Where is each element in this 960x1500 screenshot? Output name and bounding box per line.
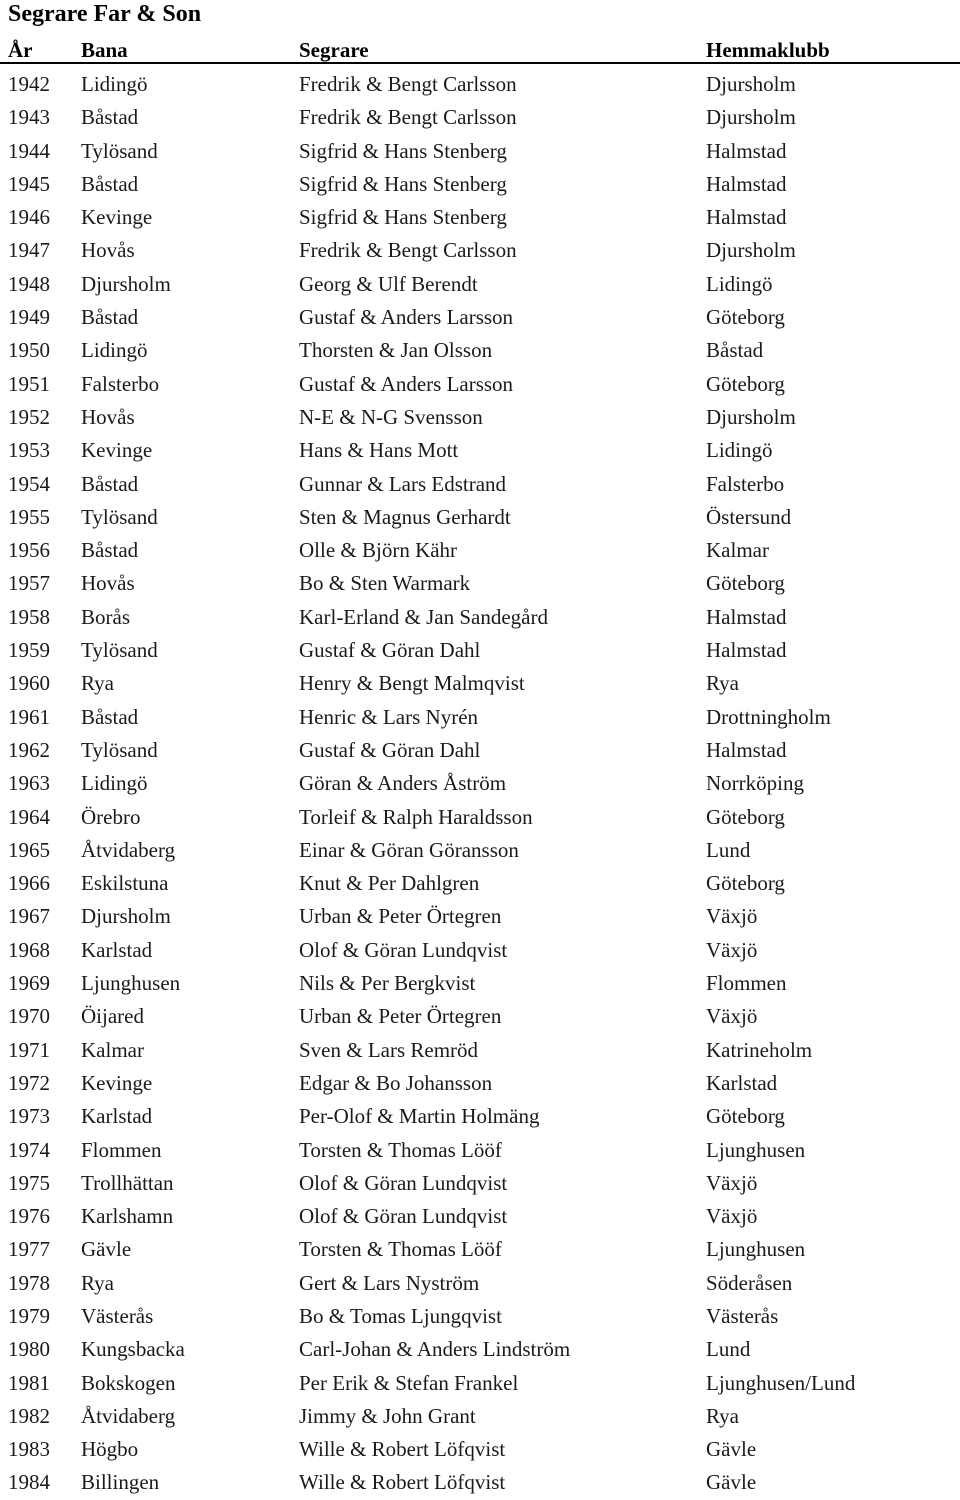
cell-club: Katrineholm [706, 1037, 813, 1062]
cell-winners: Edgar & Bo Johansson [299, 1070, 493, 1095]
table-row [0, 767, 960, 800]
cell-club: Göteborg [706, 371, 785, 396]
cell-course: Båstad [81, 171, 139, 196]
table-row [0, 1167, 960, 1200]
cell-year: 1957 [8, 571, 50, 596]
cell-winners: Gustaf & Anders Larsson [299, 305, 514, 330]
column-header-year: År [8, 38, 33, 62]
cell-course: Åtvidaberg [81, 1403, 176, 1428]
cell-winners: Wille & Robert Löfqvist [299, 1437, 506, 1462]
cell-year: 1967 [8, 904, 50, 929]
cell-course: Hovås [81, 238, 135, 263]
cell-course: Falsterbo [81, 371, 160, 396]
cell-winners: Knut & Per Dahlgren [299, 871, 480, 896]
cell-year: 1984 [8, 1470, 50, 1495]
cell-winners: Torsten & Thomas Lööf [299, 1137, 502, 1162]
cell-year: 1946 [8, 205, 50, 230]
cell-course: Tylösand [81, 638, 158, 663]
cell-club: Halmstad [706, 171, 787, 196]
cell-club: Ljunghusen/Lund [706, 1370, 856, 1395]
cell-year: 1956 [8, 538, 50, 563]
cell-club: Gävle [706, 1437, 757, 1462]
cell-winners: Hans & Hans Mott [299, 438, 459, 463]
cell-course: Öijared [81, 1004, 144, 1029]
cell-club: Drottningholm [706, 704, 831, 729]
table-row [0, 1100, 960, 1133]
cell-winners: Henry & Bengt Malmqvist [299, 671, 525, 696]
cell-club: Växjö [706, 1004, 758, 1029]
cell-club: Halmstad [706, 638, 787, 663]
cell-winners: Karl-Erland & Jan Sandegård [299, 604, 548, 629]
table-row [0, 101, 960, 134]
cell-club: Djursholm [706, 105, 796, 130]
cell-course: Ljunghusen [81, 971, 181, 996]
table-row [0, 268, 960, 301]
cell-winners: Göran & Anders Åström [299, 771, 507, 796]
cell-year: 1942 [8, 72, 50, 96]
cell-club: Lidingö [706, 438, 773, 463]
table-row [0, 601, 960, 634]
column-header-course: Bana [81, 38, 128, 62]
table-row [0, 734, 960, 767]
table-row [0, 634, 960, 667]
cell-year: 1983 [8, 1437, 50, 1462]
cell-winners: Nils & Per Bergkvist [299, 971, 476, 996]
cell-winners: Gert & Lars Nyström [299, 1270, 480, 1295]
cell-year: 1948 [8, 271, 50, 296]
cell-winners: N-E & N-G Svensson [299, 404, 483, 429]
cell-winners: Gustaf & Göran Dahl [299, 737, 481, 762]
cell-club: Växjö [706, 1170, 758, 1195]
cell-year: 1959 [8, 638, 50, 663]
cell-course: Båstad [81, 704, 139, 729]
cell-winners: Olof & Göran Lundqvist [299, 1170, 508, 1195]
table-row [0, 567, 960, 600]
cell-course: Karlstad [81, 937, 153, 962]
cell-course: Kevinge [81, 438, 153, 463]
table-row [0, 1300, 960, 1333]
cell-club: Gävle [706, 1470, 757, 1495]
cell-winners: Sven & Lars Remröd [299, 1037, 479, 1062]
cell-course: Båstad [81, 538, 139, 563]
cell-club: Göteborg [706, 571, 785, 596]
cell-year: 1944 [8, 138, 50, 163]
table-row [0, 867, 960, 900]
table-row [0, 168, 960, 201]
table-row [0, 667, 960, 700]
cell-course: Borås [81, 604, 130, 629]
cell-course: Västerås [81, 1303, 154, 1328]
cell-club: Karlstad [706, 1070, 778, 1095]
cell-year: 1950 [8, 338, 50, 363]
table-row [0, 135, 960, 168]
cell-winners: Olof & Göran Lundqvist [299, 937, 508, 962]
cell-course: Tylösand [81, 138, 158, 163]
cell-winners: Gustaf & Anders Larsson [299, 371, 514, 396]
cell-year: 1980 [8, 1337, 50, 1362]
table-row [0, 1367, 960, 1400]
cell-year: 1978 [8, 1270, 50, 1295]
cell-club: Göteborg [706, 804, 785, 829]
cell-club: Lund [706, 837, 751, 862]
cell-course: Båstad [81, 305, 139, 330]
winners-table-body [0, 68, 960, 1500]
table-row [0, 801, 960, 834]
cell-course: Åtvidaberg [81, 837, 176, 862]
cell-course: Kungsbacka [81, 1337, 185, 1362]
cell-club: Djursholm [706, 72, 796, 96]
cell-year: 1945 [8, 171, 50, 196]
cell-winners: Olof & Göran Lundqvist [299, 1204, 508, 1229]
cell-course: Rya [81, 1270, 114, 1295]
cell-winners: Jimmy & John Grant [299, 1403, 476, 1428]
cell-course: Hovås [81, 571, 135, 596]
cell-course: Trollhättan [81, 1170, 174, 1195]
table-row [0, 1433, 960, 1466]
column-header-winners: Segrare [299, 38, 369, 62]
cell-winners: Sigfrid & Hans Stenberg [299, 171, 507, 196]
cell-winners: Einar & Göran Göransson [299, 837, 519, 862]
cell-club: Halmstad [706, 604, 787, 629]
cell-winners: Fredrik & Bengt Carlsson [299, 72, 517, 96]
table-row [0, 900, 960, 933]
cell-year: 1973 [8, 1104, 50, 1129]
cell-course: Billingen [81, 1470, 160, 1495]
cell-course: Flommen [81, 1137, 162, 1162]
cell-year: 1952 [8, 404, 50, 429]
cell-year: 1965 [8, 837, 50, 862]
cell-winners: Gustaf & Göran Dahl [299, 638, 481, 663]
cell-year: 1951 [8, 371, 50, 396]
cell-year: 1962 [8, 737, 50, 762]
cell-year: 1974 [8, 1137, 50, 1162]
cell-course: Örebro [81, 804, 141, 829]
cell-club: Västerås [706, 1303, 779, 1328]
table-row [0, 68, 960, 101]
cell-course: Hovås [81, 404, 135, 429]
cell-club: Halmstad [706, 205, 787, 230]
table-row [0, 334, 960, 367]
cell-club: Flommen [706, 971, 787, 996]
table-row [0, 1233, 960, 1266]
cell-year: 1968 [8, 937, 50, 962]
cell-club: Båstad [706, 338, 764, 363]
cell-winners: Sten & Magnus Gerhardt [299, 504, 511, 529]
cell-winners: Per Erik & Stefan Frankel [299, 1370, 519, 1395]
cell-year: 1970 [8, 1004, 50, 1029]
table-row [0, 1067, 960, 1100]
cell-year: 1976 [8, 1204, 50, 1229]
cell-club: Kalmar [706, 538, 769, 563]
table-row [0, 301, 960, 334]
table-row [0, 368, 960, 401]
cell-year: 1949 [8, 305, 50, 330]
cell-winners: Urban & Peter Örtegren [299, 1004, 502, 1029]
cell-club: Göteborg [706, 1104, 785, 1129]
cell-winners: Torleif & Ralph Haraldsson [299, 804, 533, 829]
cell-club: Djursholm [706, 404, 796, 429]
table-row [0, 701, 960, 734]
table-row [0, 234, 960, 267]
cell-club: Växjö [706, 937, 758, 962]
cell-course: Tylösand [81, 504, 158, 529]
cell-year: 1966 [8, 871, 50, 896]
cell-year: 1960 [8, 671, 50, 696]
table-row [0, 468, 960, 501]
cell-course: Båstad [81, 105, 139, 130]
cell-club: Ljunghusen [706, 1237, 806, 1262]
cell-year: 1969 [8, 971, 50, 996]
cell-year: 1977 [8, 1237, 50, 1262]
cell-course: Eskilstuna [81, 871, 169, 896]
table-row [0, 201, 960, 234]
cell-course: Karlstad [81, 1104, 153, 1129]
cell-club: Norrköping [706, 771, 804, 796]
column-header-club: Hemmaklubb [706, 38, 830, 62]
cell-year: 1963 [8, 771, 50, 796]
cell-course: Tylösand [81, 737, 158, 762]
cell-year: 1953 [8, 438, 50, 463]
cell-winners: Urban & Peter Örtegren [299, 904, 502, 929]
cell-club: Rya [706, 1403, 739, 1428]
cell-winners: Fredrik & Bengt Carlsson [299, 238, 517, 263]
cell-year: 1972 [8, 1070, 50, 1095]
cell-year: 1954 [8, 471, 50, 496]
table-row [0, 401, 960, 434]
cell-club: Halmstad [706, 138, 787, 163]
cell-winners: Bo & Tomas Ljungqvist [299, 1303, 502, 1328]
cell-course: Kalmar [81, 1037, 144, 1062]
cell-club: Lund [706, 1337, 751, 1362]
cell-club: Söderåsen [706, 1270, 793, 1295]
cell-winners: Sigfrid & Hans Stenberg [299, 138, 507, 163]
table-row [0, 967, 960, 1000]
cell-course: Karlshamn [81, 1204, 174, 1229]
cell-winners: Henric & Lars Nyrén [299, 704, 479, 729]
cell-year: 1955 [8, 504, 50, 529]
cell-course: Högbo [81, 1437, 139, 1462]
cell-course: Båstad [81, 471, 139, 496]
cell-club: Göteborg [706, 305, 785, 330]
cell-winners: Olle & Björn Kähr [299, 538, 458, 563]
cell-winners: Thorsten & Jan Olsson [299, 338, 493, 363]
table-row [0, 1000, 960, 1033]
cell-year: 1964 [8, 804, 50, 829]
cell-winners: Per-Olof & Martin Holmäng [299, 1104, 540, 1129]
table-row [0, 501, 960, 534]
table-row [0, 934, 960, 967]
cell-year: 1958 [8, 604, 50, 629]
cell-winners: Bo & Sten Warmark [299, 571, 471, 596]
cell-club: Halmstad [706, 737, 787, 762]
cell-course: Djursholm [81, 904, 171, 929]
cell-club: Växjö [706, 904, 758, 929]
cell-winners: Wille & Robert Löfqvist [299, 1470, 506, 1495]
cell-year: 1979 [8, 1303, 50, 1328]
cell-club: Ljunghusen [706, 1137, 806, 1162]
table-row [0, 1400, 960, 1433]
cell-course: Lidingö [81, 72, 148, 96]
cell-winners: Fredrik & Bengt Carlsson [299, 105, 517, 130]
cell-course: Gävle [81, 1237, 132, 1262]
cell-course: Bokskogen [81, 1370, 176, 1395]
table-row [0, 1466, 960, 1499]
table-row [0, 534, 960, 567]
table-row [0, 834, 960, 867]
table-row [0, 1200, 960, 1233]
table-row [0, 1333, 960, 1366]
cell-club: Göteborg [706, 871, 785, 896]
cell-club: Lidingö [706, 271, 773, 296]
cell-course: Rya [81, 671, 114, 696]
cell-year: 1961 [8, 704, 50, 729]
table-row [0, 1267, 960, 1300]
cell-winners: Torsten & Thomas Lööf [299, 1237, 502, 1262]
cell-club: Falsterbo [706, 471, 785, 496]
cell-winners: Carl-Johan & Anders Lindström [299, 1337, 571, 1362]
table-header [0, 36, 960, 64]
table-row [0, 1134, 960, 1167]
cell-year: 1982 [8, 1403, 50, 1428]
cell-year: 1943 [8, 105, 50, 130]
table-row [0, 1034, 960, 1067]
cell-course: Kevinge [81, 1070, 153, 1095]
cell-club: Djursholm [706, 238, 796, 263]
cell-year: 1981 [8, 1370, 50, 1395]
page-title: Segrare Far & Son [8, 1, 202, 27]
cell-year: 1975 [8, 1170, 50, 1195]
table-row [0, 434, 960, 467]
cell-club: Rya [706, 671, 739, 696]
cell-club: Växjö [706, 1204, 758, 1229]
cell-winners: Gunnar & Lars Edstrand [299, 471, 507, 496]
cell-winners: Georg & Ulf Berendt [299, 271, 478, 296]
cell-course: Kevinge [81, 205, 153, 230]
cell-year: 1947 [8, 238, 50, 263]
cell-club: Östersund [706, 504, 792, 529]
cell-winners: Sigfrid & Hans Stenberg [299, 205, 507, 230]
cell-course: Lidingö [81, 771, 148, 796]
cell-course: Djursholm [81, 271, 171, 296]
cell-course: Lidingö [81, 338, 148, 363]
cell-year: 1971 [8, 1037, 50, 1062]
